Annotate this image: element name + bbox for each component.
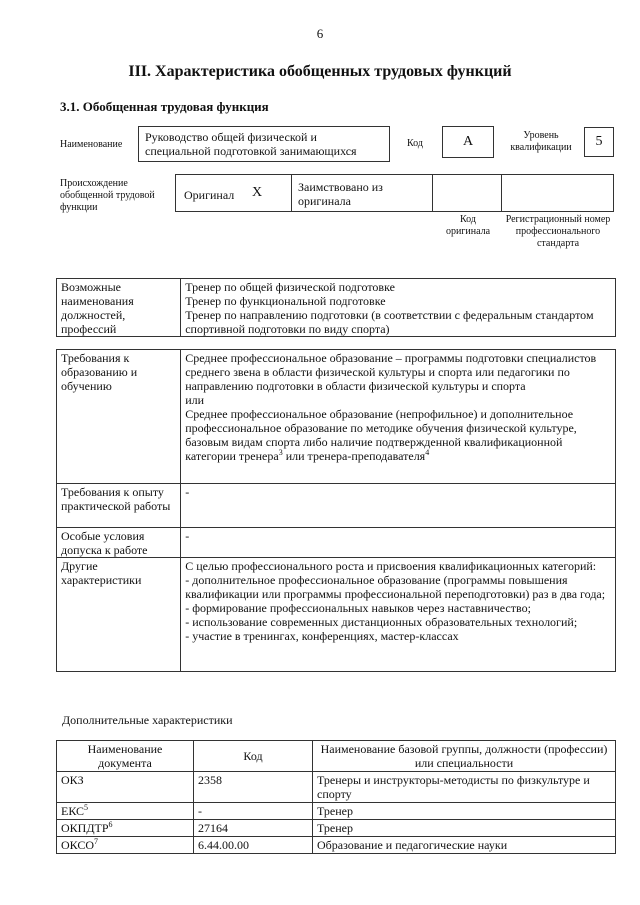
origin-label: Происхождение обобщенной трудовой функции <box>60 178 155 213</box>
level-box <box>584 127 614 157</box>
other-value <box>181 558 616 672</box>
education-or: или <box>185 393 205 407</box>
footnote-4: 4 <box>425 448 430 457</box>
other-item: - участие в тренингах, конференциях, мастер-классах <box>185 629 459 643</box>
other-label: Другие характеристики <box>57 558 181 672</box>
doc-name: ОКЗ <box>57 772 194 803</box>
col-header-document: Наименование документа <box>57 741 194 772</box>
doc-code: - <box>194 803 313 820</box>
group-name: Тренер <box>313 803 616 820</box>
level-value: 5 <box>595 134 603 149</box>
table-row <box>57 837 616 854</box>
table-row <box>57 820 616 837</box>
page-number: 6 <box>316 26 324 41</box>
position-item: Тренер по направлению подготовки (в соответствии с федеральным стандартом спортивной подготовки по виду спорта) <box>185 308 594 336</box>
code-value: А <box>462 134 474 149</box>
section-title: III. Характеристика обобщенных трудовых функций <box>128 63 512 80</box>
code-box <box>442 126 494 158</box>
code-label: Код <box>407 138 423 149</box>
positions-label: Возможные наименования должностей, профессий <box>57 279 181 337</box>
borrowed-cell <box>291 174 433 212</box>
experience-value: - <box>181 484 616 528</box>
table-row <box>57 803 616 820</box>
education-paragraph-1: Среднее профессиональное образование – программы подготовки специалистов среднего звена в области физической культуры и спорта или педагогики по направлению подготовки в области физической культуры и спорта <box>185 351 597 393</box>
doc-name: ОКПДТР$^6$ <box>57 820 194 837</box>
doc-name: ЕКС$^5$ <box>57 803 194 820</box>
borrowed-label: Заимствовано из оригинала <box>298 180 383 208</box>
col-header-name: Наименование базовой группы, должности (профессии) или специальности <box>313 741 616 772</box>
table-row <box>57 772 616 803</box>
position-item: Тренер по общей физической подготовке <box>185 280 395 294</box>
doc-code: 6.44.00.00 <box>194 837 313 854</box>
special-conditions-label: Особые условия допуска к работе <box>57 528 181 558</box>
experience-label: Требования к опыту практической работы <box>57 484 181 528</box>
other-item: - использование современных дистанционных образовательных технологий; <box>185 615 578 629</box>
other-item: - дополнительное профессиональное образование (программы повышения квалификации или программы профессиональной переподготовки) раз в два года; <box>185 573 606 601</box>
group-name: Тренер <box>313 820 616 837</box>
education-paragraph-2: Среднее профессиональное образование (непрофильное) и дополнительное профессиональное образование по методике обучения физической культуре, базовым видам спорта либо наличие подтвержденной квалификационной категории тренера$^3$ или тренера-преподавателя$^4$ <box>185 407 577 463</box>
level-label: Уровень квалификации <box>510 130 572 153</box>
name-label: Наименование <box>60 139 123 150</box>
special-conditions-value: - <box>181 528 616 558</box>
education-label: Требования к образованию и обучению <box>57 350 181 484</box>
reg-number-cell <box>501 174 614 212</box>
doc-code: 27164 <box>194 820 313 837</box>
other-intro: С целью профессионального роста и присвоения квалификационных категорий: <box>185 559 597 573</box>
doc-code: 2358 <box>194 772 313 803</box>
education-value <box>181 350 616 484</box>
other-item: - формирование профессиональных навыков через наставничество; <box>185 601 531 615</box>
col-header-code: Код <box>194 741 313 772</box>
group-name: Тренеры и инструкторы-методисты по физкультуре и спорту <box>313 772 616 803</box>
subsection-title: 3.1. Обобщенная трудовая функция <box>60 99 269 114</box>
additional-title: Дополнительные характеристики <box>62 713 233 727</box>
additional-table <box>56 740 616 854</box>
function-name: Руководство общей физической и специальной подготовкой занимающихся <box>145 130 357 158</box>
code-original-caption: Код оригинала <box>445 214 491 237</box>
reg-number-caption: Регистрационный номер профессионального стандарта <box>505 214 611 249</box>
footnote-3: 3 <box>278 448 283 457</box>
function-name-box <box>138 126 390 162</box>
position-item: Тренер по функциональной подготовке <box>185 294 386 308</box>
positions-table <box>56 278 616 337</box>
group-name: Образование и педагогические науки <box>313 837 616 854</box>
original-cell <box>175 174 292 212</box>
doc-name: ОКСО$^7$ <box>57 837 194 854</box>
original-label: Оригинал <box>184 188 235 202</box>
requirements-table <box>56 349 616 672</box>
original-mark: Х <box>252 185 263 200</box>
code-original-cell <box>432 174 502 212</box>
positions-list <box>181 279 616 337</box>
